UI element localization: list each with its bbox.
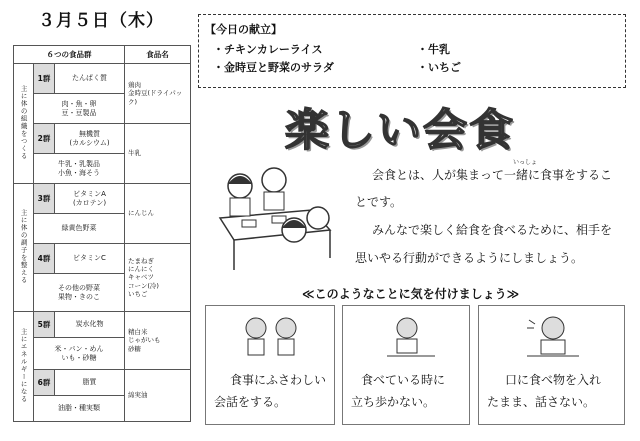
group-3-subtitle: 緑黄色野菜 xyxy=(34,214,125,244)
group-2-number: 2群 xyxy=(34,124,55,154)
card-1-line-1: 食事にふさわしい xyxy=(230,373,327,387)
group-2-foods: 牛乳 xyxy=(125,124,191,184)
card-1-line-2: 会話をする。 xyxy=(214,395,287,409)
card-2-line-2: 立ち歩かない。 xyxy=(351,395,436,409)
card-2-line-1: 食べている時に xyxy=(361,373,446,387)
group-6-foods: 綿実油 xyxy=(125,370,191,422)
menu-item-milk: ・牛乳 xyxy=(417,43,450,56)
body-line-1: 会食とは、人が集まって一緒に食事をするこ xyxy=(372,168,613,182)
group-5-foods: 精白米 じゃがいも 砂糖 xyxy=(125,312,191,370)
kid-standing-icon xyxy=(383,312,439,362)
notice-heading: ≪このようなことに気を付けましょう≫ xyxy=(302,287,520,301)
group-4-number: 4群 xyxy=(34,244,55,274)
group-2-subtitle: 牛乳・乳製品 小魚・海そう xyxy=(34,154,125,184)
date-heading: ３月５日（木） xyxy=(38,11,164,31)
body-line-2: とです。 xyxy=(355,195,403,209)
group-2-nutrient: 無機質 (カルシウム) xyxy=(55,124,125,154)
card-3-line-2: たまま、話さない。 xyxy=(487,395,596,409)
page-title: 楽しい会食 xyxy=(285,105,515,156)
role-body-condition: 主に体の調子を整える xyxy=(14,184,34,312)
menu-item-strawberry: ・いちご xyxy=(417,61,461,74)
header-foods: 食品名 xyxy=(125,46,191,64)
group-1-subtitle: 肉・魚・卵 豆・豆製品 xyxy=(34,94,125,124)
role-energy: 主にエネルギーになる xyxy=(14,312,34,422)
group-3-nutrient: ビタミンA (カロテン) xyxy=(55,184,125,214)
group-6-subtitle: 油脂・種実類 xyxy=(34,396,125,422)
group-5-subtitle: 米・パン・めん いも・砂糖 xyxy=(34,338,125,370)
menu-title: 【今日の献立】 xyxy=(205,23,282,36)
food-group-table xyxy=(13,45,191,422)
children-eating-illustration xyxy=(212,158,342,276)
card-no-walking xyxy=(342,305,470,425)
group-4-subtitle: その他の野菜 果物・きのこ xyxy=(34,274,125,312)
menu-item-salad: ・金時豆と野菜のサラダ xyxy=(213,61,334,74)
kid-eating-icon xyxy=(521,310,583,362)
menu-box xyxy=(198,14,626,88)
body-line-3: みんなで楽しく給食を食べるために、相手を xyxy=(372,223,613,237)
group-3-number: 3群 xyxy=(34,184,55,214)
group-6-nutrient: 脂質 xyxy=(55,370,125,396)
kids-talking-icon xyxy=(240,312,302,362)
group-3-foods: にんじん xyxy=(125,184,191,244)
group-1-foods: 鶏肉 金時豆(ドライパック) xyxy=(125,64,191,124)
group-4-nutrient: ビタミンC xyxy=(55,244,125,274)
group-5-number: 5群 xyxy=(34,312,55,338)
menu-item-curry: ・チキンカレーライス xyxy=(213,43,323,56)
card-conversation xyxy=(205,305,335,425)
card-no-talking-mouthful xyxy=(478,305,625,425)
body-furigana: いっしょ xyxy=(513,159,538,166)
group-5-nutrient: 炭水化物 xyxy=(55,312,125,338)
role-body-tissue: 主に体の組織をつくる xyxy=(14,64,34,184)
group-1-nutrient: たんぱく質 xyxy=(55,64,125,94)
group-1-number: 1群 xyxy=(34,64,55,94)
card-3-line-1: 口に食べ物を入れ xyxy=(505,373,602,387)
group-4-foods: たまねぎ にんにく キャベツ コーン(冷) いちご xyxy=(125,244,191,312)
group-6-number: 6群 xyxy=(34,370,55,396)
body-line-4: 思いやる行動ができるようにしましょう。 xyxy=(355,251,584,265)
header-groups: ６つの食品群 xyxy=(14,46,125,64)
